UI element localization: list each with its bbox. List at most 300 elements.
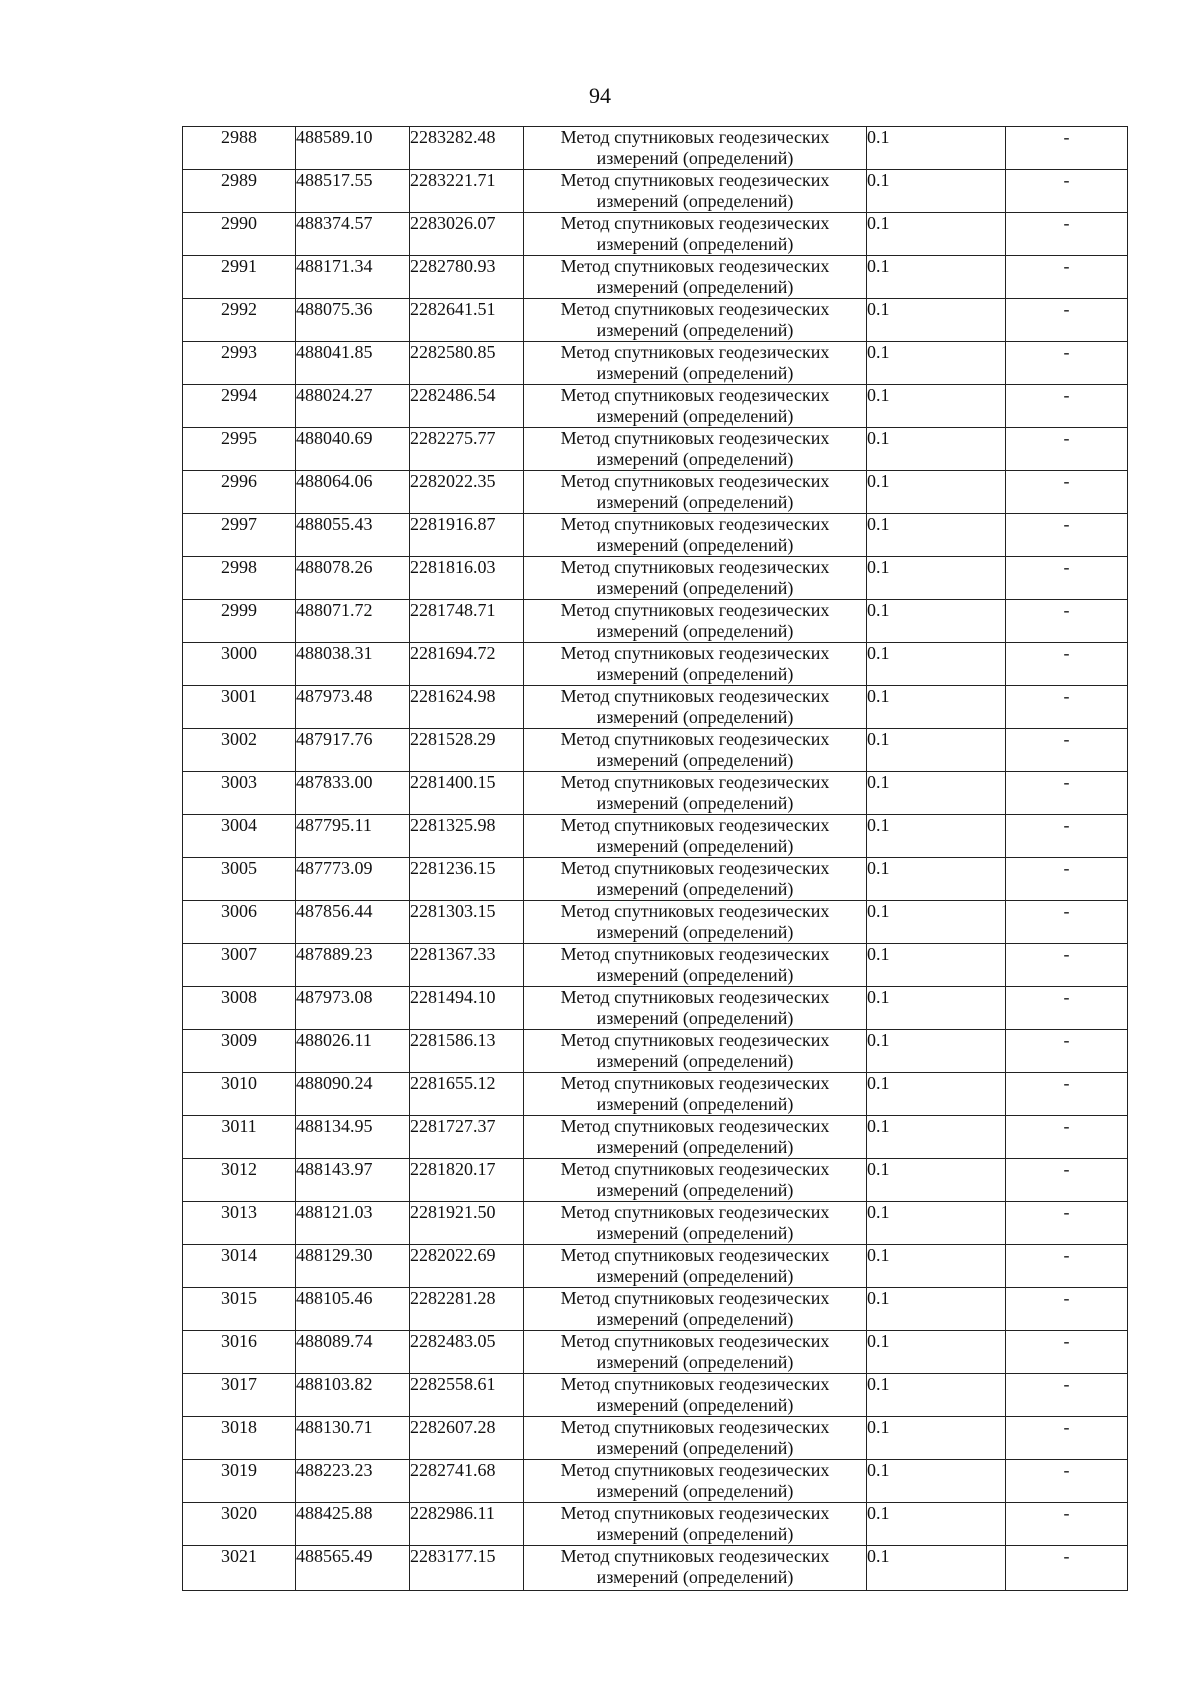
accuracy-cell: 0.1 — [867, 1417, 1006, 1460]
point-number-cell: 3013 — [183, 1202, 296, 1245]
method-line: Метод спутниковых геодезических — [560, 1202, 830, 1222]
note-cell: - — [1006, 1245, 1128, 1288]
x-coordinate-cell: 488143.97 — [296, 1159, 410, 1202]
point-number-cell: 3002 — [183, 729, 296, 772]
accuracy-cell: 0.1 — [867, 1073, 1006, 1116]
method-line: Метод спутниковых геодезических — [560, 170, 830, 190]
method-line: измерений (определений) — [596, 535, 794, 555]
method-line: Метод спутниковых геодезических — [560, 901, 830, 921]
x-coordinate-cell: 488105.46 — [296, 1288, 410, 1331]
note-cell: - — [1006, 1546, 1128, 1591]
method-line: Метод спутниковых геодезических — [560, 1503, 830, 1523]
point-number-cell: 3005 — [183, 858, 296, 901]
accuracy-cell: 0.1 — [867, 901, 1006, 944]
method-cell — [524, 944, 867, 987]
method-cell — [524, 1288, 867, 1331]
table-row — [183, 858, 1128, 901]
method-line: измерений (определений) — [596, 449, 794, 469]
method-line: измерений (определений) — [596, 234, 794, 254]
method-cell — [524, 772, 867, 815]
y-coordinate-cell: 2281236.15 — [410, 858, 524, 901]
x-coordinate-cell: 487773.09 — [296, 858, 410, 901]
method-line: измерений (определений) — [596, 277, 794, 297]
method-cell — [524, 643, 867, 686]
method-line: Метод спутниковых геодезических — [560, 1331, 830, 1351]
table-row — [183, 987, 1128, 1030]
note-cell: - — [1006, 1374, 1128, 1417]
table-row — [183, 514, 1128, 557]
method-cell — [524, 385, 867, 428]
method-cell — [524, 1030, 867, 1073]
x-coordinate-cell: 488425.88 — [296, 1503, 410, 1546]
note-cell: - — [1006, 256, 1128, 299]
x-coordinate-cell: 487917.76 — [296, 729, 410, 772]
point-number-cell: 3018 — [183, 1417, 296, 1460]
y-coordinate-cell: 2282486.54 — [410, 385, 524, 428]
accuracy-cell: 0.1 — [867, 428, 1006, 471]
method-line: измерений (определений) — [596, 320, 794, 340]
point-number-cell: 2998 — [183, 557, 296, 600]
point-number-cell: 2997 — [183, 514, 296, 557]
method-cell — [524, 256, 867, 299]
method-line: измерений (определений) — [596, 1309, 794, 1329]
method-line: Метод спутниковых геодезических — [560, 514, 830, 534]
x-coordinate-cell: 488171.34 — [296, 256, 410, 299]
method-line: Метод спутниковых геодезических — [560, 1460, 830, 1480]
table-row — [183, 1245, 1128, 1288]
table-row — [183, 213, 1128, 256]
accuracy-cell: 0.1 — [867, 1245, 1006, 1288]
note-cell: - — [1006, 471, 1128, 514]
accuracy-cell: 0.1 — [867, 643, 1006, 686]
y-coordinate-cell: 2281921.50 — [410, 1202, 524, 1245]
table-row — [183, 1331, 1128, 1374]
method-line: Метод спутниковых геодезических — [560, 643, 830, 663]
accuracy-cell: 0.1 — [867, 944, 1006, 987]
method-line: измерений (определений) — [596, 148, 794, 168]
point-number-cell: 3000 — [183, 643, 296, 686]
x-coordinate-cell: 488089.74 — [296, 1331, 410, 1374]
note-cell: - — [1006, 987, 1128, 1030]
accuracy-cell: 0.1 — [867, 471, 1006, 514]
note-cell: - — [1006, 1073, 1128, 1116]
method-cell — [524, 213, 867, 256]
method-cell — [524, 1159, 867, 1202]
point-number-cell: 2988 — [183, 127, 296, 170]
note-cell: - — [1006, 342, 1128, 385]
table-row — [183, 643, 1128, 686]
method-line: измерений (определений) — [596, 965, 794, 985]
y-coordinate-cell: 2281624.98 — [410, 686, 524, 729]
point-number-cell: 3008 — [183, 987, 296, 1030]
method-cell — [524, 729, 867, 772]
table-row — [183, 1116, 1128, 1159]
accuracy-cell: 0.1 — [867, 385, 1006, 428]
table-row — [183, 385, 1128, 428]
y-coordinate-cell: 2283026.07 — [410, 213, 524, 256]
note-cell: - — [1006, 901, 1128, 944]
note-cell: - — [1006, 729, 1128, 772]
x-coordinate-cell: 488041.85 — [296, 342, 410, 385]
y-coordinate-cell: 2282022.35 — [410, 471, 524, 514]
accuracy-cell: 0.1 — [867, 514, 1006, 557]
y-coordinate-cell: 2281528.29 — [410, 729, 524, 772]
note-cell: - — [1006, 170, 1128, 213]
method-cell — [524, 299, 867, 342]
table-row — [183, 1374, 1128, 1417]
method-line: Метод спутниковых геодезических — [560, 1030, 830, 1050]
method-cell — [524, 1374, 867, 1417]
y-coordinate-cell: 2283282.48 — [410, 127, 524, 170]
note-cell: - — [1006, 1288, 1128, 1331]
method-line: Метод спутниковых геодезических — [560, 944, 830, 964]
y-coordinate-cell: 2282986.11 — [410, 1503, 524, 1546]
accuracy-cell: 0.1 — [867, 1030, 1006, 1073]
note-cell: - — [1006, 127, 1128, 170]
note-cell: - — [1006, 514, 1128, 557]
point-number-cell: 2994 — [183, 385, 296, 428]
note-cell: - — [1006, 772, 1128, 815]
table-row — [183, 1288, 1128, 1331]
accuracy-cell: 0.1 — [867, 815, 1006, 858]
point-number-cell: 3016 — [183, 1331, 296, 1374]
point-number-cell: 3021 — [183, 1546, 296, 1591]
method-line: Метод спутниковых геодезических — [560, 557, 830, 577]
x-coordinate-cell: 487833.00 — [296, 772, 410, 815]
x-coordinate-cell: 488071.72 — [296, 600, 410, 643]
method-cell — [524, 901, 867, 944]
table-row — [183, 557, 1128, 600]
method-line: Метод спутниковых геодезических — [560, 858, 830, 878]
x-coordinate-cell: 488040.69 — [296, 428, 410, 471]
point-number-cell: 3014 — [183, 1245, 296, 1288]
method-cell — [524, 471, 867, 514]
x-coordinate-cell: 488223.23 — [296, 1460, 410, 1503]
point-number-cell: 2992 — [183, 299, 296, 342]
x-coordinate-cell: 487795.11 — [296, 815, 410, 858]
y-coordinate-cell: 2282483.05 — [410, 1331, 524, 1374]
x-coordinate-cell: 488374.57 — [296, 213, 410, 256]
accuracy-cell: 0.1 — [867, 1460, 1006, 1503]
point-number-cell: 2993 — [183, 342, 296, 385]
method-line: Метод спутниковых геодезических — [560, 213, 830, 233]
method-line: измерений (определений) — [596, 1481, 794, 1501]
accuracy-cell: 0.1 — [867, 772, 1006, 815]
method-line: Метод спутниковых геодезических — [560, 1159, 830, 1179]
point-number-cell: 2991 — [183, 256, 296, 299]
method-line: измерений (определений) — [596, 578, 794, 598]
method-cell — [524, 1417, 867, 1460]
accuracy-cell: 0.1 — [867, 1503, 1006, 1546]
x-coordinate-cell: 488517.55 — [296, 170, 410, 213]
note-cell: - — [1006, 385, 1128, 428]
method-cell — [524, 1503, 867, 1546]
point-number-cell: 2999 — [183, 600, 296, 643]
method-cell — [524, 1116, 867, 1159]
point-number-cell: 3015 — [183, 1288, 296, 1331]
x-coordinate-cell: 488589.10 — [296, 127, 410, 170]
y-coordinate-cell: 2281816.03 — [410, 557, 524, 600]
x-coordinate-cell: 488121.03 — [296, 1202, 410, 1245]
y-coordinate-cell: 2282281.28 — [410, 1288, 524, 1331]
table-row — [183, 342, 1128, 385]
method-line: измерений (определений) — [596, 1051, 794, 1071]
table-row — [183, 127, 1128, 170]
method-line: Метод спутниковых геодезических — [560, 342, 830, 362]
point-number-cell: 3003 — [183, 772, 296, 815]
accuracy-cell: 0.1 — [867, 256, 1006, 299]
method-line: измерений (определений) — [596, 750, 794, 770]
point-number-cell: 3006 — [183, 901, 296, 944]
point-number-cell: 3007 — [183, 944, 296, 987]
method-line: Метод спутниковых геодезических — [560, 1374, 830, 1394]
method-line: измерений (определений) — [596, 836, 794, 856]
note-cell: - — [1006, 600, 1128, 643]
y-coordinate-cell: 2282275.77 — [410, 428, 524, 471]
note-cell: - — [1006, 428, 1128, 471]
method-line: Метод спутниковых геодезических — [560, 1288, 830, 1308]
method-cell — [524, 1460, 867, 1503]
x-coordinate-cell: 488064.06 — [296, 471, 410, 514]
note-cell: - — [1006, 858, 1128, 901]
table-row — [183, 299, 1128, 342]
accuracy-cell: 0.1 — [867, 1546, 1006, 1591]
method-cell — [524, 514, 867, 557]
accuracy-cell: 0.1 — [867, 127, 1006, 170]
y-coordinate-cell: 2281694.72 — [410, 643, 524, 686]
table-row — [183, 471, 1128, 514]
method-cell — [524, 1245, 867, 1288]
method-cell — [524, 1546, 867, 1591]
table-row — [183, 1417, 1128, 1460]
x-coordinate-cell: 488129.30 — [296, 1245, 410, 1288]
accuracy-cell: 0.1 — [867, 729, 1006, 772]
method-line: измерений (определений) — [596, 1567, 794, 1587]
x-coordinate-cell: 488055.43 — [296, 514, 410, 557]
point-number-cell: 3011 — [183, 1116, 296, 1159]
accuracy-cell: 0.1 — [867, 1331, 1006, 1374]
table-row — [183, 901, 1128, 944]
method-line: измерений (определений) — [596, 621, 794, 641]
method-line: измерений (определений) — [596, 1266, 794, 1286]
note-cell: - — [1006, 557, 1128, 600]
point-number-cell: 3001 — [183, 686, 296, 729]
method-line: измерений (определений) — [596, 707, 794, 727]
method-line: Метод спутниковых геодезических — [560, 127, 830, 147]
point-number-cell: 2996 — [183, 471, 296, 514]
y-coordinate-cell: 2281586.13 — [410, 1030, 524, 1073]
table-row — [183, 170, 1128, 213]
y-coordinate-cell: 2281748.71 — [410, 600, 524, 643]
accuracy-cell: 0.1 — [867, 170, 1006, 213]
method-line: Метод спутниковых геодезических — [560, 385, 830, 405]
method-line: Метод спутниковых геодезических — [560, 815, 830, 835]
page-number: 94 — [589, 83, 611, 108]
note-cell: - — [1006, 944, 1128, 987]
method-cell — [524, 170, 867, 213]
method-cell — [524, 1073, 867, 1116]
note-cell: - — [1006, 643, 1128, 686]
x-coordinate-cell: 488026.11 — [296, 1030, 410, 1073]
accuracy-cell: 0.1 — [867, 299, 1006, 342]
point-number-cell: 3004 — [183, 815, 296, 858]
x-coordinate-cell: 488130.71 — [296, 1417, 410, 1460]
method-line: измерений (определений) — [596, 363, 794, 383]
point-number-cell: 2995 — [183, 428, 296, 471]
method-cell — [524, 557, 867, 600]
accuracy-cell: 0.1 — [867, 213, 1006, 256]
note-cell: - — [1006, 299, 1128, 342]
table-row — [183, 1030, 1128, 1073]
x-coordinate-cell: 487973.08 — [296, 987, 410, 1030]
table-row — [183, 1503, 1128, 1546]
x-coordinate-cell: 487889.23 — [296, 944, 410, 987]
x-coordinate-cell: 488075.36 — [296, 299, 410, 342]
method-line: измерений (определений) — [596, 406, 794, 426]
y-coordinate-cell: 2282641.51 — [410, 299, 524, 342]
table-row — [183, 1202, 1128, 1245]
table-row — [183, 1159, 1128, 1202]
method-line: Метод спутниковых геодезических — [560, 1417, 830, 1437]
method-line: Метод спутниковых геодезических — [560, 686, 830, 706]
y-coordinate-cell: 2282580.85 — [410, 342, 524, 385]
note-cell: - — [1006, 1202, 1128, 1245]
method-line: измерений (определений) — [596, 1438, 794, 1458]
method-cell — [524, 1202, 867, 1245]
accuracy-cell: 0.1 — [867, 342, 1006, 385]
note-cell: - — [1006, 815, 1128, 858]
point-number-cell: 3017 — [183, 1374, 296, 1417]
method-cell — [524, 858, 867, 901]
method-line: измерений (определений) — [596, 1223, 794, 1243]
accuracy-cell: 0.1 — [867, 1374, 1006, 1417]
note-cell: - — [1006, 1030, 1128, 1073]
method-cell — [524, 428, 867, 471]
note-cell: - — [1006, 686, 1128, 729]
point-number-cell: 2989 — [183, 170, 296, 213]
note-cell: - — [1006, 1417, 1128, 1460]
x-coordinate-cell: 488134.95 — [296, 1116, 410, 1159]
method-line: измерений (определений) — [596, 1395, 794, 1415]
accuracy-cell: 0.1 — [867, 1202, 1006, 1245]
x-coordinate-cell: 488103.82 — [296, 1374, 410, 1417]
table-row — [183, 1460, 1128, 1503]
point-number-cell: 3010 — [183, 1073, 296, 1116]
y-coordinate-cell: 2283177.15 — [410, 1546, 524, 1591]
method-line: Метод спутниковых геодезических — [560, 1073, 830, 1093]
method-cell — [524, 600, 867, 643]
method-cell — [524, 987, 867, 1030]
method-cell — [524, 1331, 867, 1374]
x-coordinate-cell: 488078.26 — [296, 557, 410, 600]
method-line: измерений (определений) — [596, 922, 794, 942]
x-coordinate-cell: 488038.31 — [296, 643, 410, 686]
method-line: Метод спутниковых геодезических — [560, 256, 830, 276]
point-number-cell: 3012 — [183, 1159, 296, 1202]
y-coordinate-cell: 2282741.68 — [410, 1460, 524, 1503]
y-coordinate-cell: 2281494.10 — [410, 987, 524, 1030]
x-coordinate-cell: 488090.24 — [296, 1073, 410, 1116]
method-line: Метод спутниковых геодезических — [560, 729, 830, 749]
method-cell — [524, 342, 867, 385]
method-line: Метод спутниковых геодезических — [560, 1546, 830, 1566]
y-coordinate-cell: 2281325.98 — [410, 815, 524, 858]
y-coordinate-cell: 2281820.17 — [410, 1159, 524, 1202]
accuracy-cell: 0.1 — [867, 987, 1006, 1030]
method-line: Метод спутниковых геодезических — [560, 600, 830, 620]
accuracy-cell: 0.1 — [867, 858, 1006, 901]
method-line: измерений (определений) — [596, 1524, 794, 1544]
y-coordinate-cell: 2281303.15 — [410, 901, 524, 944]
note-cell: - — [1006, 1159, 1128, 1202]
y-coordinate-cell: 2282780.93 — [410, 256, 524, 299]
accuracy-cell: 0.1 — [867, 1116, 1006, 1159]
x-coordinate-cell: 487856.44 — [296, 901, 410, 944]
table-row — [183, 600, 1128, 643]
note-cell: - — [1006, 1460, 1128, 1503]
table-row — [183, 944, 1128, 987]
table-row — [183, 256, 1128, 299]
note-cell: - — [1006, 1116, 1128, 1159]
note-cell: - — [1006, 1331, 1128, 1374]
method-cell — [524, 815, 867, 858]
table-row — [183, 428, 1128, 471]
note-cell: - — [1006, 1503, 1128, 1546]
method-line: измерений (определений) — [596, 191, 794, 211]
accuracy-cell: 0.1 — [867, 600, 1006, 643]
point-number-cell: 3009 — [183, 1030, 296, 1073]
y-coordinate-cell: 2283221.71 — [410, 170, 524, 213]
method-line: измерений (определений) — [596, 793, 794, 813]
method-line: Метод спутниковых геодезических — [560, 299, 830, 319]
y-coordinate-cell: 2281655.12 — [410, 1073, 524, 1116]
method-line: измерений (определений) — [596, 1137, 794, 1157]
method-line: измерений (определений) — [596, 1094, 794, 1114]
method-line: Метод спутниковых геодезических — [560, 428, 830, 448]
method-line: Метод спутниковых геодезических — [560, 1116, 830, 1136]
y-coordinate-cell: 2282022.69 — [410, 1245, 524, 1288]
method-line: измерений (определений) — [596, 1180, 794, 1200]
method-line: измерений (определений) — [596, 879, 794, 899]
method-line: измерений (определений) — [596, 1008, 794, 1028]
y-coordinate-cell: 2282558.61 — [410, 1374, 524, 1417]
point-number-cell: 3020 — [183, 1503, 296, 1546]
y-coordinate-cell: 2282607.28 — [410, 1417, 524, 1460]
method-line: измерений (определений) — [596, 492, 794, 512]
table-row — [183, 1073, 1128, 1116]
table-row — [183, 1546, 1128, 1591]
method-line: измерений (определений) — [596, 664, 794, 684]
table-row — [183, 772, 1128, 815]
y-coordinate-cell: 2281400.15 — [410, 772, 524, 815]
point-number-cell: 3019 — [183, 1460, 296, 1503]
method-cell — [524, 686, 867, 729]
y-coordinate-cell: 2281367.33 — [410, 944, 524, 987]
accuracy-cell: 0.1 — [867, 557, 1006, 600]
point-number-cell: 2990 — [183, 213, 296, 256]
x-coordinate-cell: 487973.48 — [296, 686, 410, 729]
method-line: измерений (определений) — [596, 1352, 794, 1372]
method-cell — [524, 127, 867, 170]
method-line: Метод спутниковых геодезических — [560, 1245, 830, 1265]
method-line: Метод спутниковых геодезических — [560, 987, 830, 1007]
y-coordinate-cell: 2281916.87 — [410, 514, 524, 557]
method-line: Метод спутниковых геодезических — [560, 772, 830, 792]
coordinates-table — [182, 126, 1128, 1591]
table-row — [183, 686, 1128, 729]
table-row — [183, 815, 1128, 858]
coordinates-table-body — [183, 127, 1128, 1591]
